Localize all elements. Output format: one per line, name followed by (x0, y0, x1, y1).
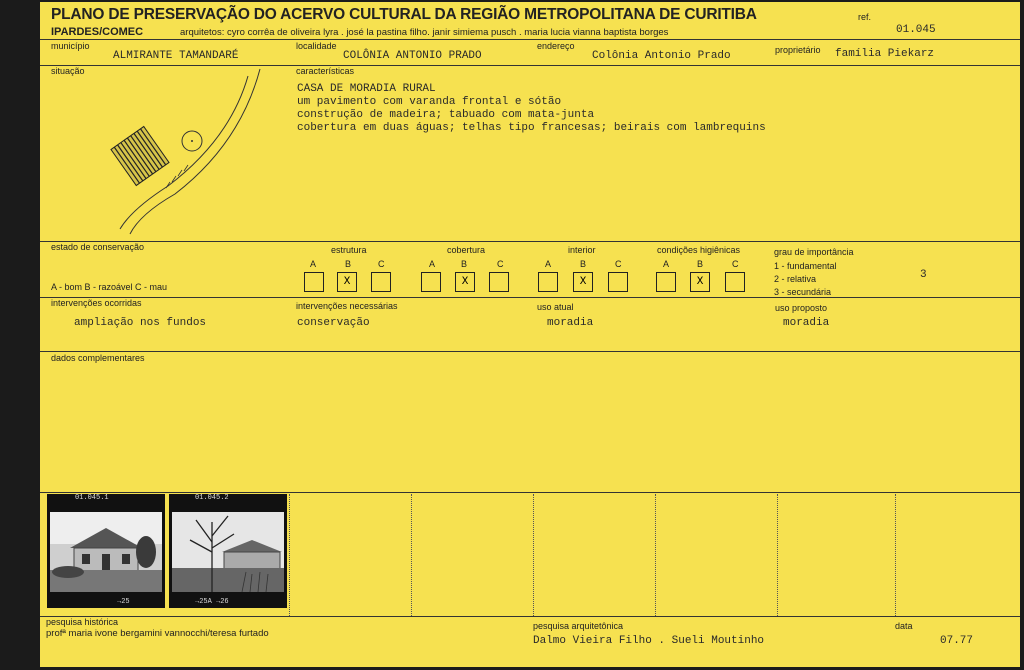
pesquisa-historica-value: profª maria ivone bergamini vannocchi/teresa furtado (46, 628, 269, 639)
situacao-label: situação (51, 66, 85, 76)
caracteristicas-line: um pavimento com varanda frontal e sótão (297, 96, 562, 108)
endereco-value: Colônia Antonio Prado (592, 50, 731, 62)
letter-b: B (345, 259, 352, 269)
photo-caption-top: 01.045.2 (195, 494, 229, 502)
card-title: PLANO DE PRESERVAÇÃO DO ACERVO CULTURAL DA REGIÃO METROPOLITANA DE CURITIBA (51, 6, 757, 23)
architects-list: arquitetos: cyro corrêa de oliveira lyra . josé la pastina filho. janir simiema pusch . maria lucia vianna baptista borges (180, 27, 669, 38)
cobertura-a-checkbox[interactable] (421, 272, 441, 292)
letter-b: B (461, 259, 468, 269)
proprietario-value: família Piekarz (835, 48, 935, 60)
conservacao-label: estado de conservação (51, 242, 145, 252)
divider (40, 492, 1020, 493)
photo-slot-divider (289, 494, 290, 616)
grau-option: 3 - secundária (774, 287, 832, 297)
endereco-label: endereço (537, 41, 575, 51)
condicoes-a-checkbox[interactable] (656, 272, 676, 292)
grau-value: 3 (920, 269, 927, 281)
cobertura-c-checkbox[interactable] (489, 272, 509, 292)
pesquisa-arquitetonica-value: Dalmo Vieira Filho . Sueli Moutinho (533, 635, 765, 647)
estrutura-c-checkbox[interactable] (371, 272, 391, 292)
photo-slot-divider (895, 494, 896, 616)
photo-house-side (169, 494, 287, 608)
letter-c: C (732, 259, 739, 269)
letter-a: A (429, 259, 436, 269)
data-label: data (895, 621, 913, 631)
photo-house-front (47, 494, 165, 608)
intervencoes-ocorridas-label: intervenções ocorridas (51, 298, 142, 308)
localidade-value: COLÔNIA ANTONIO PRADO (343, 50, 482, 62)
uso-proposto-label: uso proposto (775, 303, 828, 313)
letter-c: C (497, 259, 504, 269)
municipio-value: ALMIRANTE TAMANDARÉ (113, 50, 239, 62)
dados-complementares-label: dados complementares (51, 353, 145, 363)
caracteristicas-label: características (296, 66, 355, 76)
estrutura-a-checkbox[interactable] (304, 272, 324, 292)
conservacao-legend: A - bom B - razoável C - mau (51, 282, 168, 292)
photo-slot-divider (411, 494, 412, 616)
localidade-label: localidade (296, 41, 337, 51)
interior-c-checkbox[interactable] (608, 272, 628, 292)
site-sketch (100, 64, 270, 239)
ref-value: 01.045 (896, 24, 936, 36)
intervencoes-necessarias-value: conservação (297, 317, 370, 329)
tree-photo-image (172, 512, 284, 592)
uso-atual-value: moradia (547, 317, 594, 329)
intervencoes-necessarias-label: intervenções necessárias (296, 301, 398, 311)
interior-a-checkbox[interactable] (538, 272, 558, 292)
house-photo-image (50, 512, 162, 592)
photo-slot-divider (533, 494, 534, 616)
data-value: 07.77 (940, 635, 974, 647)
divider (40, 39, 1020, 40)
condicoes-c-checkbox[interactable] (725, 272, 745, 292)
letter-a: A (545, 259, 552, 269)
proprietario-label: proprietário (775, 45, 821, 55)
condicoes-higienicas-label: condições higiênicas (657, 245, 741, 255)
condicoes-b-checkbox[interactable]: X (690, 272, 710, 292)
grau-option: 1 - fundamental (774, 261, 837, 271)
interior-b-checkbox[interactable]: X (573, 272, 593, 292)
pesquisa-historica-label: pesquisa histórica (46, 617, 119, 627)
grau-option: 2 - relativa (774, 274, 817, 284)
pesquisa-arquitetonica-label: pesquisa arquitetônica (533, 621, 624, 631)
municipio-label: município (51, 41, 90, 51)
letter-b: B (697, 259, 704, 269)
organization: IPARDES/COMEC (51, 26, 144, 38)
grau-importancia-label: grau de importância (774, 247, 854, 257)
photo-caption-bottom: →25 (117, 598, 130, 606)
divider (40, 241, 1020, 242)
photo-slot-divider (777, 494, 778, 616)
ref-label: ref. (858, 12, 872, 22)
caracteristicas-line: CASA DE MORADIA RURAL (297, 83, 436, 95)
caracteristicas-line: cobertura em duas águas; telhas tipo francesas; beirais com lambrequins (297, 122, 766, 134)
cobertura-b-checkbox[interactable]: X (455, 272, 475, 292)
divider (40, 297, 1020, 298)
cobertura-label: cobertura (447, 245, 486, 255)
uso-proposto-value: moradia (783, 317, 830, 329)
divider (40, 616, 1020, 617)
heritage-record-card (40, 2, 1020, 667)
letter-b: B (580, 259, 587, 269)
photo-caption-bottom: →25A →26 (195, 598, 229, 606)
letter-c: C (378, 259, 385, 269)
photo-slot-divider (655, 494, 656, 616)
intervencoes-ocorridas-value: ampliação nos fundos (74, 317, 207, 329)
interior-label: interior (568, 245, 596, 255)
letter-c: C (615, 259, 622, 269)
estrutura-b-checkbox[interactable]: X (337, 272, 357, 292)
divider (40, 351, 1020, 352)
photo-caption-top: 01.045.1 (75, 494, 109, 502)
estrutura-label: estrutura (331, 245, 367, 255)
letter-a: A (310, 259, 317, 269)
caracteristicas-line: construção de madeira; tabuado com mata-junta (297, 109, 595, 121)
uso-atual-label: uso atual (537, 302, 574, 312)
letter-a: A (663, 259, 670, 269)
